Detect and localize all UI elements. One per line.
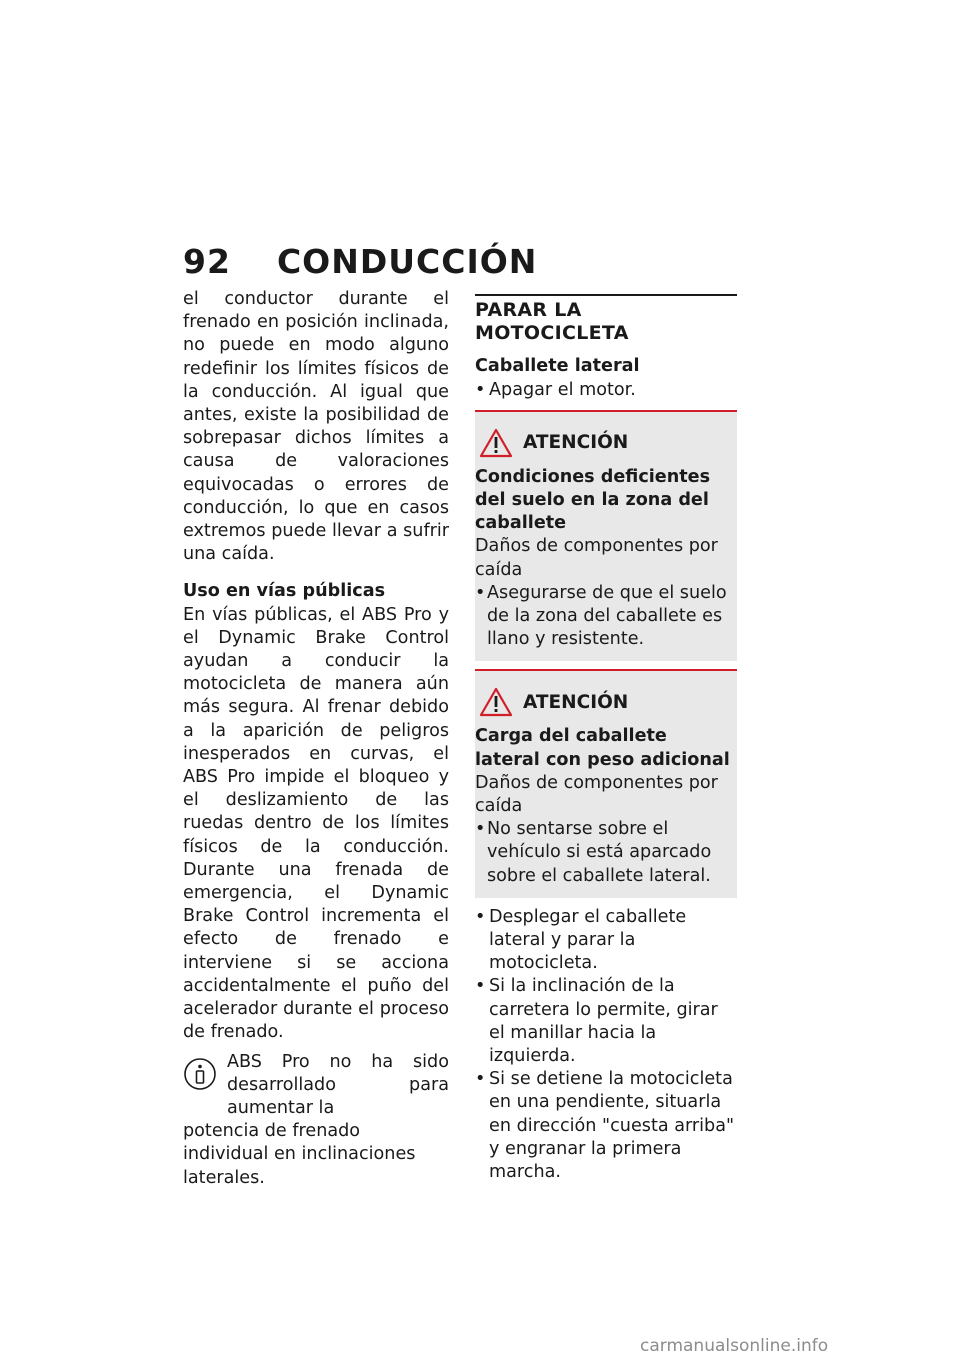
- page-number: 92: [183, 242, 231, 281]
- info-icon: [183, 1057, 217, 1091]
- chapter-title: CONDUCCIÓN: [276, 242, 538, 281]
- warning-action: • Asegurarse de que el suelo de la zona del caballete es llano y resistente.: [475, 582, 737, 652]
- step-item: • Desplegar el caballete lateral y parar la motocicleta.: [475, 906, 737, 976]
- bullet-icon: •: [475, 976, 486, 997]
- step-item: • Apagar el motor.: [475, 379, 737, 402]
- info-note: [183, 1051, 449, 1190]
- right-column: [475, 288, 737, 1184]
- warning-title: ATENCIÓN: [523, 691, 629, 713]
- warning-heading: Condiciones deficientes del suelo en la zona del caballete: [475, 466, 711, 534]
- warning-title: ATENCIÓN: [523, 432, 629, 454]
- intro-paragraph: el conductor durante el frenado en posición inclinada, no puede en modo alguno redefinir los límites físicos de la conducción. Al igual que antes, existe la posibilidad de sobrepasar dichos límites a causa de valoraciones equivocadas o errores de conducción, lo que en casos extremos puede llevar a sufrir una caída.: [183, 289, 449, 565]
- warning-triangle-icon: [479, 428, 513, 458]
- page-header: [183, 242, 537, 281]
- bullet-icon: •: [475, 379, 486, 400]
- bullet-icon: •: [475, 1069, 486, 1090]
- warning-cause: Daños de componentes por caída: [475, 772, 718, 817]
- warning-header: [475, 428, 737, 458]
- public-roads-heading: Uso en vías públicas: [183, 581, 386, 602]
- watermark: carmanualsonline.info: [640, 1336, 829, 1356]
- warning-box-1: [475, 410, 737, 662]
- step-item: • Si la inclinación de la carretera lo permite, girar el manillar hacia la izquierda.: [475, 975, 737, 1068]
- bullet-icon: •: [475, 819, 486, 840]
- info-note-first-line: ABS Pro no ha sido desarrollado para aumentar la: [227, 1051, 449, 1118]
- section-title: PARAR LA MOTOCICLETA: [475, 294, 737, 345]
- step-item: • Si se detiene la motocicleta en una pendiente, situarla en dirección "cuesta arriba" y engranar la primera marcha.: [475, 1068, 737, 1184]
- side-stand-heading: Caballete lateral: [475, 356, 640, 377]
- warning-cause: Daños de componentes por caída: [475, 536, 718, 580]
- warning-triangle-icon: [479, 687, 513, 717]
- left-column: [183, 288, 449, 1190]
- bullet-icon: •: [475, 906, 486, 927]
- warning-header: [475, 687, 737, 717]
- bullet-icon: •: [475, 582, 486, 603]
- public-roads-body: En vías públicas, el ABS Pro y el Dynamic Brake Control ayudan a conducir la motocicleta de manera aún más segura. Al frenar debido a la aparición de peligros inesperados en curvas, el ABS Pro impide el bloqueo y el deslizamiento de las ruedas dentro de los límites físicos de la conducción. Durante una frenada de emergencia, el Dynamic Brake Control incrementa el efecto de frenado e interviene si se acciona accidentalmente el puño del acelerador durante el proceso de frenado.: [183, 604, 449, 1043]
- warning-action: • No sentarse sobre el vehículo si está aparcado sobre el caballete lateral.: [475, 818, 737, 888]
- warning-heading: Carga del caballete lateral con peso adicional: [475, 726, 730, 770]
- info-note-rest: potencia de frenado individual en inclinaciones laterales.: [183, 1121, 416, 1188]
- warning-box-2: [475, 669, 737, 897]
- steps-list: [475, 906, 737, 1184]
